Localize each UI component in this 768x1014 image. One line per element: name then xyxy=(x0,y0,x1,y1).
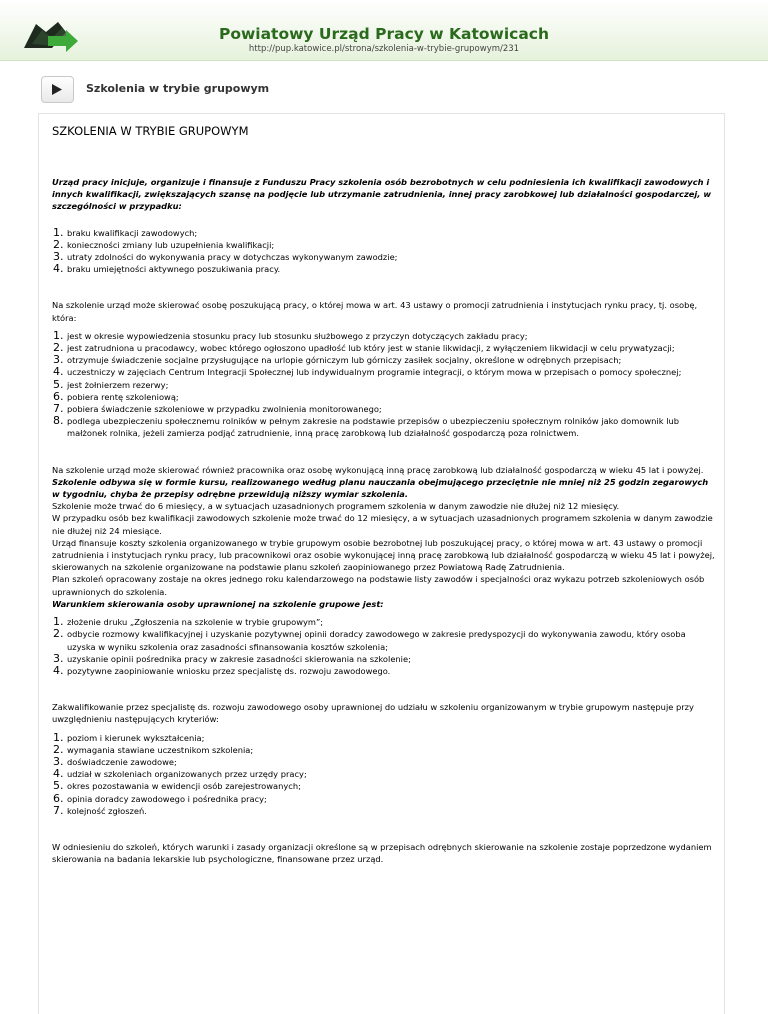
list-item: 1. złożenie druku „Zgłoszenia na szkolenie w trybie grupowym”; xyxy=(67,616,716,628)
list-item: 3. doświadczenie zawodowe; xyxy=(67,756,716,768)
page-title: SZKOLENIA W TRYBIE GRUPOWYM xyxy=(52,124,249,138)
paragraph-duration: Szkolenie może trwać do 6 miesięcy, a w sytuacjach uzasadnionych programem szkolenia w danym zawodzie nie dłużej niż 12 miesięcy. xyxy=(52,501,620,512)
list-item: 2. konieczności zmiany lub uzupełnienia kwalifikacji; xyxy=(67,239,716,251)
list-item: 7. pobiera świadczenie szkoleniowe w przypadku zwolnienia monitorowanego; xyxy=(67,403,716,415)
breadcrumb-title: Szkolenia w trybie grupowym xyxy=(86,82,270,95)
paragraph-criteria-intro: Zakwalifikowanie przez specjalistę ds. rozwoju zawodowego osoby uprawnionej do udziału w szkoleniu organizowanym w trybie grupowym następuje przy uwzględnieniu następujących kryteriów: xyxy=(52,702,694,725)
site-title[interactable]: Powiatowy Urząd Pracy w Katowicach xyxy=(218,25,550,43)
list-item: 5. okres pozostawania w ewidencji osób zarejestrowanych; xyxy=(67,780,716,792)
list-item: 8. podlega ubezpieczeniu społecznemu rolników w pełnym zakresie na podstawie przepisów o ubezpieczeniu społecznym rolników jako domownik lub małżonek rolnika, jeżeli zamierza podjąć zatrudnienie, inną pracę zarobkową lub działalność gospodarczą poza rolnictwem. xyxy=(67,415,716,439)
paragraph-plan: Plan szkoleń opracowany zostaje na okres jednego roku kalendarzowego na podstawie listy zawodów i specjalności oraz wykazu potrzeb szkoleniowych osób uprawnionych do szkolenia. xyxy=(52,574,705,597)
paragraph-medical: W odniesieniu do szkoleń, których warunki i zasady organizacji określone są w przepisach odrębnych skierowanie na szkolenie zostaje poprzedzone wydaniem skierowania na badania lekarskie lub psychologiczne, finansowane przez urząd. xyxy=(52,841,712,865)
paragraph-employee: Na szkolenie urząd może skierować również pracownika oraz osobę wykonującą inną pracę zarobkową lub działalność gospodarczą w wieku 45 lat i powyżej. xyxy=(52,464,704,475)
list-conditions xyxy=(52,616,716,677)
article xyxy=(52,124,716,865)
breadcrumb-arrow-button[interactable] xyxy=(41,76,74,103)
paragraph-financing: Urząd finansuje koszty szkolenia organizowanego w trybie grupowym osobie bezrobotnej lub poszukującej pracy, o której mowa w art. 43 ustawy o promocji zatrudnienia i instytucjach rynku pracy, lub pracownikowi oraz osobie wykonującej inną pracę zarobkową lub działalność gospodarczą w wieku 45 lat i powyżej, skierowanych na szkolenie organizowane na podstawie planu szkoleń zaopiniowanego przez Powiatową Radę Zatrudnienia. xyxy=(52,537,715,573)
paragraph-job-seeker: Na szkolenie urząd może skierować osobę poszukującą pracy, o której mowa w art. 43 ustawy o promocji zatrudnienia i instytucjach rynku pracy, tj. osobę, która: xyxy=(52,300,698,323)
list-item: 4. udział w szkoleniach organizowanych przez urzędy pracy; xyxy=(67,768,716,780)
list-item: 5. jest żołnierzem rezerwy; xyxy=(67,379,716,391)
paragraph-duration-no-qualification: W przypadku osób bez kwalifikacji zawodowych szkolenie może trwać do 12 miesięcy, a w sytuacjach uzasadnionych programem szkolenia w danym zawodzie nie dłużej niż 24 miesiące. xyxy=(52,513,713,536)
list-item: 2. wymagania stawiane uczestnikom szkolenia; xyxy=(67,744,716,756)
list-item: 4. braku umiejętności aktywnego poszukiwania pracy. xyxy=(67,263,716,275)
page-header xyxy=(0,0,768,61)
intro-paragraph: Urząd pracy inicjuje, organizuje i finansuje z Funduszu Pracy szkolenia osób bezrobotnych w celu podniesienia ich kwalifikacji zawodowych i innych kwalifikacji, zwiększających szansę na podjęcie lub utrzymanie zatrudnienia, innej pracy zarobkowej lub działalności gospodarczej, w szczególności w przypadku: xyxy=(52,177,711,212)
list-item: 4. uczestniczy w zajęciach Centrum Integracji Społecznej lub indywidualnym programie integracji, o którym mowa w przepisach o pomocy społecznej; xyxy=(67,366,716,378)
list-item: 2. odbycie rozmowy kwalifikacyjnej i uzyskanie pozytywnej opinii doradcy zawodowego w zakresie predyspozycji do wykonywania zawodu, który osoba uzyska w wyniku szkolenia oraz zasadności sfinansowania kosztów szkolenia; xyxy=(67,628,716,652)
list-job-seeker xyxy=(52,330,716,440)
list-item: 2. jest zatrudniona u pracodawcy, wobec którego ogłoszono upadłość lub który jest w stanie likwidacji, z wyłączeniem likwidacji w celu prywatyzacji; xyxy=(67,342,716,354)
list-criteria xyxy=(52,732,716,817)
play-arrow-icon xyxy=(51,83,63,96)
list-item: 1. braku kwalifikacji zawodowych; xyxy=(67,227,716,239)
list-item: 6. pobiera rentę szkoleniową; xyxy=(67,391,716,403)
list-item: 1. poziom i kierunek wykształcenia; xyxy=(67,732,716,744)
paragraph-conditions-heading: Warunkiem skierowania osoby uprawnionej na szkolenie grupowe jest: xyxy=(52,598,384,609)
list-item: 4. pozytywne zaopiniowanie wniosku przez specjalistę ds. rozwoju zawodowego. xyxy=(67,665,716,677)
list-item: 3. utraty zdolności do wykonywania pracy w dotychczas wykonywanym zawodzie; xyxy=(67,251,716,263)
list-item: 6. opinia doradcy zawodowego i pośrednika pracy; xyxy=(67,793,716,805)
list-item: 3. otrzymuje świadczenie socjalne przysługujące na urlopie górniczym lub górniczy zasiłek socjalny, określone w odrębnych przepisach; xyxy=(67,354,716,366)
list-cases xyxy=(52,227,716,276)
list-item: 3. uzyskanie opinii pośrednika pracy w zakresie zasadności skierowania na szkolenie; xyxy=(67,653,716,665)
paragraph-course-form: Szkolenie odbywa się w formie kursu, realizowanego według planu nauczania obejmującego przeciętnie nie mniej niż 25 godzin zegarowych w tygodniu, chyba że przepisy odrębne przewidują niższy wymiar szkolenia. xyxy=(52,476,709,500)
page-url: http://pup.katowice.pl/strona/szkolenia-w-trybie-grupowym/231 xyxy=(248,44,520,54)
list-item: 1. jest w okresie wypowiedzenia stosunku pracy lub stosunku służbowego z przyczyn dotyczących zakładu pracy; xyxy=(67,330,716,342)
list-item: 7. kolejność zgłoszeń. xyxy=(67,805,716,817)
